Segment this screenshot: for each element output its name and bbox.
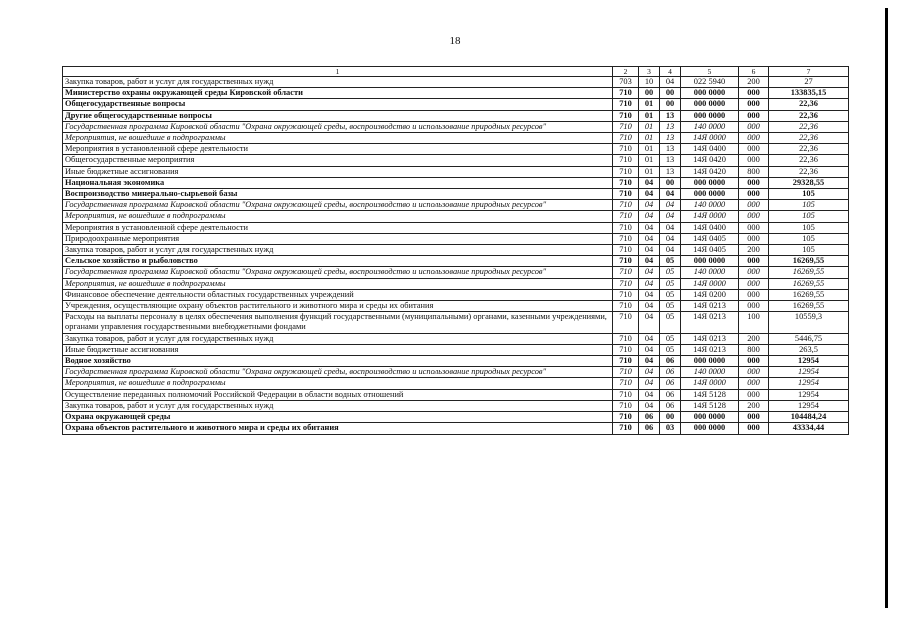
subsection-code-cell: 05 xyxy=(660,312,681,333)
section-code-cell: 04 xyxy=(639,267,660,278)
dept-code-cell: 710 xyxy=(613,423,639,434)
table-row xyxy=(63,177,849,188)
subsection-code-cell: 06 xyxy=(660,378,681,389)
amount-cell: 43334,44 xyxy=(769,423,849,434)
expense-type-cell: 000 xyxy=(739,121,769,132)
expense-type-cell: 800 xyxy=(739,344,769,355)
row-name-cell: Закупка товаров, работ и услуг для государственных нужд xyxy=(63,400,613,411)
expense-type-cell: 000 xyxy=(739,144,769,155)
target-article-cell: 000 0000 xyxy=(681,110,739,121)
dept-code-cell: 710 xyxy=(613,99,639,110)
table-row xyxy=(63,88,849,99)
amount-cell: 12954 xyxy=(769,389,849,400)
expense-type-cell: 000 xyxy=(739,99,769,110)
dept-code-cell: 710 xyxy=(613,378,639,389)
row-name-cell: Сельское хозяйство и рыболовство xyxy=(63,256,613,267)
amount-cell: 22,36 xyxy=(769,166,849,177)
target-article-cell: 000 0000 xyxy=(681,412,739,423)
expense-type-cell: 200 xyxy=(739,245,769,256)
target-article-cell: 14Я 0213 xyxy=(681,301,739,312)
target-article-cell: 000 0000 xyxy=(681,356,739,367)
target-article-cell: 14Я 0200 xyxy=(681,289,739,300)
subsection-code-cell: 06 xyxy=(660,389,681,400)
row-name-cell: Финансовое обеспечение деятельности областных государственных учреждений xyxy=(63,289,613,300)
section-code-cell: 10 xyxy=(639,77,660,88)
section-code-cell: 01 xyxy=(639,144,660,155)
row-name-cell: Мероприятия, не вошедшие в подпрограммы xyxy=(63,278,613,289)
amount-cell: 22,36 xyxy=(769,121,849,132)
row-name-cell: Общегосударственные вопросы xyxy=(63,99,613,110)
expense-type-cell: 000 xyxy=(739,155,769,166)
row-name-cell: Мероприятия, не вошедшие в подпрограммы xyxy=(63,378,613,389)
section-code-cell: 04 xyxy=(639,222,660,233)
target-article-cell: 14Я 5128 xyxy=(681,400,739,411)
column-header: 3 xyxy=(639,67,660,77)
expense-type-cell: 000 xyxy=(739,110,769,121)
page-number: 18 xyxy=(449,35,461,47)
expense-type-cell: 000 xyxy=(739,267,769,278)
dept-code-cell: 710 xyxy=(613,222,639,233)
subsection-code-cell: 13 xyxy=(660,144,681,155)
row-name-cell: Министерство охраны окружающей среды Кировской области xyxy=(63,88,613,99)
column-header: 2 xyxy=(613,67,639,77)
table-row xyxy=(63,278,849,289)
target-article-cell: 000 0000 xyxy=(681,88,739,99)
section-code-cell: 01 xyxy=(639,121,660,132)
target-article-cell: 14Я 0405 xyxy=(681,233,739,244)
amount-cell: 105 xyxy=(769,222,849,233)
table-row xyxy=(63,256,849,267)
column-header-row xyxy=(63,67,849,77)
target-article-cell: 000 0000 xyxy=(681,177,739,188)
amount-cell: 16269,55 xyxy=(769,278,849,289)
subsection-code-cell: 04 xyxy=(660,200,681,211)
table-row xyxy=(63,166,849,177)
section-code-cell: 06 xyxy=(639,423,660,434)
expense-type-cell: 200 xyxy=(739,333,769,344)
section-code-cell: 04 xyxy=(639,389,660,400)
dept-code-cell: 710 xyxy=(613,301,639,312)
subsection-code-cell: 06 xyxy=(660,400,681,411)
table-row xyxy=(63,367,849,378)
expense-type-cell: 000 xyxy=(739,211,769,222)
amount-cell: 105 xyxy=(769,211,849,222)
section-code-cell: 04 xyxy=(639,233,660,244)
section-code-cell: 01 xyxy=(639,155,660,166)
subsection-code-cell: 06 xyxy=(660,367,681,378)
table-row xyxy=(63,121,849,132)
section-code-cell: 04 xyxy=(639,400,660,411)
target-article-cell: 14Я 0000 xyxy=(681,378,739,389)
subsection-code-cell: 05 xyxy=(660,289,681,300)
subsection-code-cell: 00 xyxy=(660,88,681,99)
dept-code-cell: 710 xyxy=(613,412,639,423)
amount-cell: 16269,55 xyxy=(769,289,849,300)
expense-type-cell: 200 xyxy=(739,77,769,88)
expense-type-cell: 000 xyxy=(739,256,769,267)
budget-table xyxy=(62,66,849,435)
dept-code-cell: 710 xyxy=(613,144,639,155)
target-article-cell: 022 5940 xyxy=(681,77,739,88)
subsection-code-cell: 06 xyxy=(660,356,681,367)
target-article-cell: 140 0000 xyxy=(681,367,739,378)
target-article-cell: 14Я 0000 xyxy=(681,278,739,289)
expense-type-cell: 000 xyxy=(739,289,769,300)
subsection-code-cell: 05 xyxy=(660,278,681,289)
expense-type-cell: 000 xyxy=(739,301,769,312)
section-code-cell: 04 xyxy=(639,211,660,222)
table-row xyxy=(63,155,849,166)
table-row xyxy=(63,99,849,110)
amount-cell: 105 xyxy=(769,233,849,244)
row-name-cell: Расходы на выплаты персоналу в целях обеспечения выполнения функций государственными (муниципальными) органами, казенными учреждениями, органами управления государственными внебюджетными фондами xyxy=(63,312,613,333)
expense-type-cell: 000 xyxy=(739,177,769,188)
section-code-cell: 04 xyxy=(639,189,660,200)
section-code-cell: 01 xyxy=(639,133,660,144)
section-code-cell: 04 xyxy=(639,367,660,378)
target-article-cell: 000 0000 xyxy=(681,189,739,200)
section-code-cell: 04 xyxy=(639,333,660,344)
dept-code-cell: 710 xyxy=(613,333,639,344)
dept-code-cell: 710 xyxy=(613,400,639,411)
table-row xyxy=(63,289,849,300)
subsection-code-cell: 13 xyxy=(660,155,681,166)
expense-type-cell: 000 xyxy=(739,222,769,233)
dept-code-cell: 710 xyxy=(613,289,639,300)
amount-cell: 5446,75 xyxy=(769,333,849,344)
section-code-cell: 04 xyxy=(639,177,660,188)
subsection-code-cell: 13 xyxy=(660,166,681,177)
subsection-code-cell: 04 xyxy=(660,189,681,200)
table-row xyxy=(63,77,849,88)
row-name-cell: Национальная экономика xyxy=(63,177,613,188)
dept-code-cell: 710 xyxy=(613,189,639,200)
table-row xyxy=(63,189,849,200)
column-header: 1 xyxy=(63,67,613,77)
row-name-cell: Мероприятия в установленной сфере деятельности xyxy=(63,144,613,155)
row-name-cell: Мероприятия, не вошедшие в подпрограммы xyxy=(63,211,613,222)
row-name-cell: Иные бюджетные ассигнования xyxy=(63,166,613,177)
amount-cell: 133835,15 xyxy=(769,88,849,99)
table-row xyxy=(63,267,849,278)
table-row xyxy=(63,344,849,355)
expense-type-cell: 000 xyxy=(739,423,769,434)
target-article-cell: 140 0000 xyxy=(681,200,739,211)
row-name-cell: Другие общегосударственные вопросы xyxy=(63,110,613,121)
target-article-cell: 14Я 0400 xyxy=(681,144,739,155)
subsection-code-cell: 04 xyxy=(660,77,681,88)
section-code-cell: 04 xyxy=(639,256,660,267)
target-article-cell: 14Я 0400 xyxy=(681,222,739,233)
subsection-code-cell: 13 xyxy=(660,121,681,132)
subsection-code-cell: 00 xyxy=(660,177,681,188)
subsection-code-cell: 04 xyxy=(660,245,681,256)
expense-type-cell: 000 xyxy=(739,412,769,423)
amount-cell: 105 xyxy=(769,189,849,200)
section-code-cell: 04 xyxy=(639,200,660,211)
row-name-cell: Государственная программа Кировской области "Охрана окружающей среды, воспроизводство и использование природных ресурсов" xyxy=(63,267,613,278)
table-row xyxy=(63,389,849,400)
amount-cell: 263,5 xyxy=(769,344,849,355)
expense-type-cell: 100 xyxy=(739,312,769,333)
dept-code-cell: 710 xyxy=(613,121,639,132)
column-header: 7 xyxy=(769,67,849,77)
expense-type-cell: 000 xyxy=(739,356,769,367)
subsection-code-cell: 05 xyxy=(660,344,681,355)
target-article-cell: 140 0000 xyxy=(681,121,739,132)
table-row xyxy=(63,412,849,423)
amount-cell: 104484,24 xyxy=(769,412,849,423)
row-name-cell: Закупка товаров, работ и услуг для государственных нужд xyxy=(63,77,613,88)
table-row xyxy=(63,222,849,233)
expense-type-cell: 000 xyxy=(739,233,769,244)
target-article-cell: 000 0000 xyxy=(681,99,739,110)
subsection-code-cell: 00 xyxy=(660,99,681,110)
target-article-cell: 14Я 0000 xyxy=(681,133,739,144)
row-name-cell: Мероприятия, не вошедшие в подпрограммы xyxy=(63,133,613,144)
table-row xyxy=(63,312,849,333)
column-header: 5 xyxy=(681,67,739,77)
target-article-cell: 14Я 0213 xyxy=(681,333,739,344)
section-code-cell: 06 xyxy=(639,412,660,423)
subsection-code-cell: 13 xyxy=(660,133,681,144)
table-row xyxy=(63,200,849,211)
section-code-cell: 01 xyxy=(639,99,660,110)
section-code-cell: 04 xyxy=(639,278,660,289)
target-article-cell: 14Я 0213 xyxy=(681,312,739,333)
row-name-cell: Государственная программа Кировской области "Охрана окружающей среды, воспроизводство и использование природных ресурсов" xyxy=(63,121,613,132)
expense-type-cell: 000 xyxy=(739,378,769,389)
section-code-cell: 04 xyxy=(639,301,660,312)
section-code-cell: 04 xyxy=(639,344,660,355)
section-code-cell: 00 xyxy=(639,88,660,99)
dept-code-cell: 710 xyxy=(613,110,639,121)
subsection-code-cell: 04 xyxy=(660,222,681,233)
table-row xyxy=(63,133,849,144)
table-row xyxy=(63,245,849,256)
amount-cell: 10559,3 xyxy=(769,312,849,333)
table-row xyxy=(63,423,849,434)
expense-type-cell: 000 xyxy=(739,88,769,99)
amount-cell: 12954 xyxy=(769,378,849,389)
dept-code-cell: 710 xyxy=(613,155,639,166)
expense-type-cell: 800 xyxy=(739,166,769,177)
row-name-cell: Природоохранные мероприятия xyxy=(63,233,613,244)
row-name-cell: Государственная программа Кировской области "Охрана окружающей среды, воспроизводство и использование природных ресурсов" xyxy=(63,200,613,211)
dept-code-cell: 710 xyxy=(613,389,639,400)
section-code-cell: 04 xyxy=(639,245,660,256)
dept-code-cell: 710 xyxy=(613,133,639,144)
dept-code-cell: 710 xyxy=(613,211,639,222)
dept-code-cell: 710 xyxy=(613,166,639,177)
table-row xyxy=(63,400,849,411)
target-article-cell: 14Я 0213 xyxy=(681,344,739,355)
subsection-code-cell: 05 xyxy=(660,301,681,312)
target-article-cell: 14Я 0420 xyxy=(681,155,739,166)
amount-cell: 12954 xyxy=(769,400,849,411)
amount-cell: 22,36 xyxy=(769,110,849,121)
row-name-cell: Охрана объектов растительного и животного мира и среды их обитания xyxy=(63,423,613,434)
row-name-cell: Учреждения, осуществляющие охрану объектов растительного и животного мира и среды их обитания xyxy=(63,301,613,312)
subsection-code-cell: 04 xyxy=(660,233,681,244)
subsection-code-cell: 13 xyxy=(660,110,681,121)
amount-cell: 22,36 xyxy=(769,99,849,110)
dept-code-cell: 710 xyxy=(613,344,639,355)
target-article-cell: 14Я 0000 xyxy=(681,211,739,222)
row-name-cell: Закупка товаров, работ и услуг для государственных нужд xyxy=(63,245,613,256)
margin-rule xyxy=(885,8,888,608)
section-code-cell: 01 xyxy=(639,166,660,177)
section-code-cell: 04 xyxy=(639,356,660,367)
amount-cell: 16269,55 xyxy=(769,301,849,312)
row-name-cell: Осуществление переданных полномочий Российской Федерации в области водных отношений xyxy=(63,389,613,400)
row-name-cell: Иные бюджетные ассигнования xyxy=(63,344,613,355)
table-row xyxy=(63,233,849,244)
target-article-cell: 000 0000 xyxy=(681,423,739,434)
dept-code-cell: 710 xyxy=(613,367,639,378)
section-code-cell: 04 xyxy=(639,289,660,300)
row-name-cell: Государственная программа Кировской области "Охрана окружающей среды, воспроизводство и использование природных ресурсов" xyxy=(63,367,613,378)
target-article-cell: 14Я 0405 xyxy=(681,245,739,256)
target-article-cell: 140 0000 xyxy=(681,267,739,278)
dept-code-cell: 710 xyxy=(613,200,639,211)
table-row xyxy=(63,356,849,367)
amount-cell: 12954 xyxy=(769,367,849,378)
dept-code-cell: 710 xyxy=(613,88,639,99)
section-code-cell: 04 xyxy=(639,312,660,333)
dept-code-cell: 703 xyxy=(613,77,639,88)
expense-type-cell: 200 xyxy=(739,400,769,411)
section-code-cell: 04 xyxy=(639,378,660,389)
table-row xyxy=(63,211,849,222)
expense-type-cell: 000 xyxy=(739,200,769,211)
table-row xyxy=(63,378,849,389)
column-header: 6 xyxy=(739,67,769,77)
target-article-cell: 000 0000 xyxy=(681,256,739,267)
amount-cell: 105 xyxy=(769,245,849,256)
subsection-code-cell: 05 xyxy=(660,267,681,278)
section-code-cell: 01 xyxy=(639,110,660,121)
row-name-cell: Охрана окружающей среды xyxy=(63,412,613,423)
table-row xyxy=(63,333,849,344)
amount-cell: 22,36 xyxy=(769,155,849,166)
expense-type-cell: 000 xyxy=(739,189,769,200)
amount-cell: 16269,55 xyxy=(769,267,849,278)
table-row xyxy=(63,144,849,155)
dept-code-cell: 710 xyxy=(613,312,639,333)
subsection-code-cell: 05 xyxy=(660,333,681,344)
dept-code-cell: 710 xyxy=(613,233,639,244)
row-name-cell: Общегосударственные мероприятия xyxy=(63,155,613,166)
subsection-code-cell: 04 xyxy=(660,211,681,222)
dept-code-cell: 710 xyxy=(613,278,639,289)
amount-cell: 22,36 xyxy=(769,144,849,155)
row-name-cell: Мероприятия в установленной сфере деятельности xyxy=(63,222,613,233)
dept-code-cell: 710 xyxy=(613,267,639,278)
row-name-cell: Воспроизводство минерально-сырьевой базы xyxy=(63,189,613,200)
subsection-code-cell: 05 xyxy=(660,256,681,267)
amount-cell: 29328,55 xyxy=(769,177,849,188)
row-name-cell: Закупка товаров, работ и услуг для государственных нужд xyxy=(63,333,613,344)
amount-cell: 22,36 xyxy=(769,133,849,144)
dept-code-cell: 710 xyxy=(613,356,639,367)
amount-cell: 12954 xyxy=(769,356,849,367)
dept-code-cell: 710 xyxy=(613,245,639,256)
table-row xyxy=(63,301,849,312)
expense-type-cell: 000 xyxy=(739,278,769,289)
amount-cell: 105 xyxy=(769,200,849,211)
expense-type-cell: 000 xyxy=(739,367,769,378)
target-article-cell: 14Я 5128 xyxy=(681,389,739,400)
target-article-cell: 14Я 0420 xyxy=(681,166,739,177)
subsection-code-cell: 03 xyxy=(660,423,681,434)
amount-cell: 27 xyxy=(769,77,849,88)
column-header: 4 xyxy=(660,67,681,77)
dept-code-cell: 710 xyxy=(613,177,639,188)
amount-cell: 16269,55 xyxy=(769,256,849,267)
table-row xyxy=(63,110,849,121)
row-name-cell: Водное хозяйство xyxy=(63,356,613,367)
subsection-code-cell: 00 xyxy=(660,412,681,423)
expense-type-cell: 000 xyxy=(739,389,769,400)
dept-code-cell: 710 xyxy=(613,256,639,267)
expense-type-cell: 000 xyxy=(739,133,769,144)
